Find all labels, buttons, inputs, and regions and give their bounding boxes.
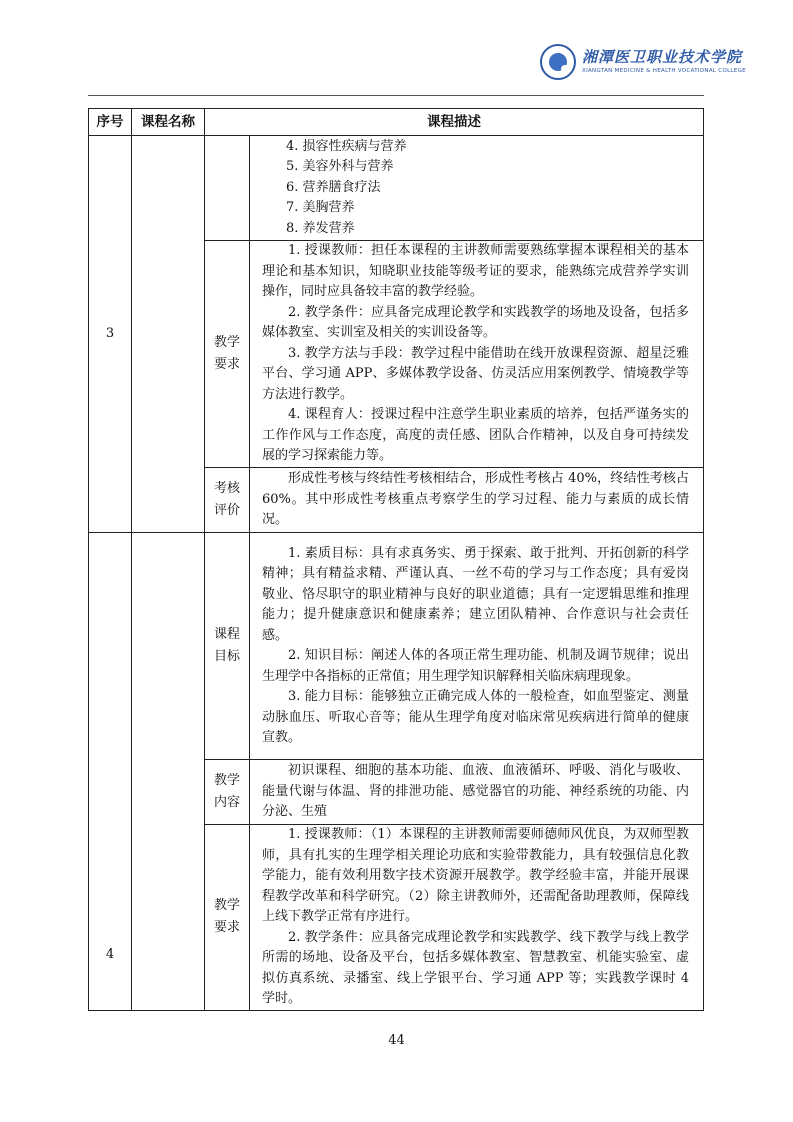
paragraph: 3. 能力目标：能够独立正确完成人体的一般检查，如血型鉴定、测量动脉血压、听取心音等；能从生理学角度对临床常见疾病进行简单的健康宣教。	[262, 689, 689, 745]
paragraph: 形成性考核与终结性考核相结合，形成性考核占 40%，终结性考核占 60%。其中形成性考核重点考察学生的学习过程、能力与素质的成长情况。	[262, 471, 689, 528]
assessment-label: 考核评价	[213, 481, 240, 518]
table-header-row	[89, 109, 704, 136]
paragraph: 1. 授课教师：（1）本课程的主讲教师需要师德师风优良，为双师型教师，具有扎实的生理学相关理论功底和实验带教能力，具有较强信息化教学能力，能有效利用数字技术资源开展教学。教学经验丰富，并能开展课程教学改革和科学研究。（2）除主讲教师外，还需配备助理教师，保障线上线下教学正常有序进行。	[262, 827, 689, 924]
header-divider	[88, 95, 704, 96]
header-course-desc: 课程描述	[205, 109, 704, 136]
sub-label-cell	[205, 468, 250, 533]
content-desc	[250, 760, 704, 825]
objectives-desc	[250, 533, 704, 760]
paragraph: 2. 教学条件：应具备完成理论教学和实践教学、线下教学与线上教学所需的场地、设备及平台，包括多媒体教室、智慧教室、机能实验室、虚拟仿真系统、录播室、线上学银平台、学习通 APP 等；实践教学课时 4 学时。	[262, 929, 689, 1006]
sub-label-cell	[205, 825, 250, 1011]
paragraph: 1. 素质目标：具有求真务实、勇于探索、敢于批判、开拓创新的科学精神；具有精益求精、严谨认真、一丝不苟的学习与工作态度；具有爱岗敬业、恪尽职守的职业精神与良好的职业道德；具有一定逻辑思维和推理能力；提升健康意识和健康素养；建立团队精神、合作意识与社会责任感。	[262, 545, 689, 643]
list-item: 6. 营养膳食疗法	[286, 179, 381, 195]
sub-label-empty	[205, 136, 250, 241]
table-row	[89, 136, 704, 241]
list-item: 8. 养发营养	[286, 220, 355, 236]
table-row	[89, 533, 704, 760]
teaching-req-label: 教学要求	[213, 898, 240, 936]
content-label: 教学内容	[213, 773, 240, 810]
teaching-req-desc	[250, 825, 704, 1011]
header-course-name: 课程名称	[132, 109, 205, 136]
paragraph: 初识课程、细胞的基本功能、血液、血液循环、呼吸、消化与吸收、能量代谢与体温、肾的排泄功能、感觉器官的功能、神经系统的功能、内分泌、生殖	[262, 763, 689, 820]
college-logo	[540, 44, 750, 84]
row-number: 3	[89, 136, 132, 533]
course-name-cell	[132, 533, 205, 1011]
paragraph: 2. 教学条件：应具备完成理论教学和实践教学的场地及设备，包括多媒体教室、实训室及相关的实训设备等。	[262, 304, 689, 341]
school-name-en: XIANGTAN MEDICINE & HEALTH VOCATIONAL COLLEGE	[582, 68, 746, 74]
list-item: 4. 损容性疾病与营养	[286, 138, 407, 154]
assessment-desc	[250, 468, 704, 533]
list-item: 5. 美容外科与营养	[286, 159, 394, 175]
page-number: 44	[388, 1033, 405, 1048]
header-no: 序号	[89, 109, 132, 136]
sub-label-cell	[205, 241, 250, 468]
sub-label-cell	[205, 533, 250, 760]
objectives-label: 课程目标	[213, 627, 240, 664]
paragraph: 2. 知识目标：阐述人体的各项正常生理功能、机制及调节规律；说出生理学中各指标的正常值；用生理学知识解释相关临床病理现象。	[262, 648, 689, 684]
paragraph: 3. 教学方法与手段：教学过程中能借助在线开放课程资源、超星泛雅平台、学习通 APP、多媒体教学设备、仿灵活应用案例教学、情境教学等方法进行教学。	[262, 345, 689, 402]
row-number: 4	[89, 533, 132, 1011]
school-name-cn: 湘潭医卫职业技术学院	[582, 48, 743, 66]
course-name-cell	[132, 136, 205, 533]
college-emblem-icon	[540, 44, 576, 80]
paragraph: 1. 授课教师：担任本课程的主讲教师需要熟练掌握本课程相关的基本理论和基本知识，知晓职业技能等级考证的要求，能熟练完成营养学实训操作，同时应具备较丰富的教学经验。	[262, 243, 689, 300]
list-item: 7. 美胸营养	[286, 200, 355, 216]
content-list	[250, 136, 704, 241]
teaching-req-desc	[250, 241, 704, 468]
course-table	[88, 108, 704, 1011]
sub-label-cell	[205, 760, 250, 825]
paragraph: 4. 课程育人：授课过程中注意学生职业素质的培养，包括严谨务实的工作作风与工作态度，高度的责任感、团队合作精神，以及自身可持续发展的学习探索能力等。	[262, 407, 689, 464]
teaching-req-label: 教学要求	[213, 335, 240, 372]
